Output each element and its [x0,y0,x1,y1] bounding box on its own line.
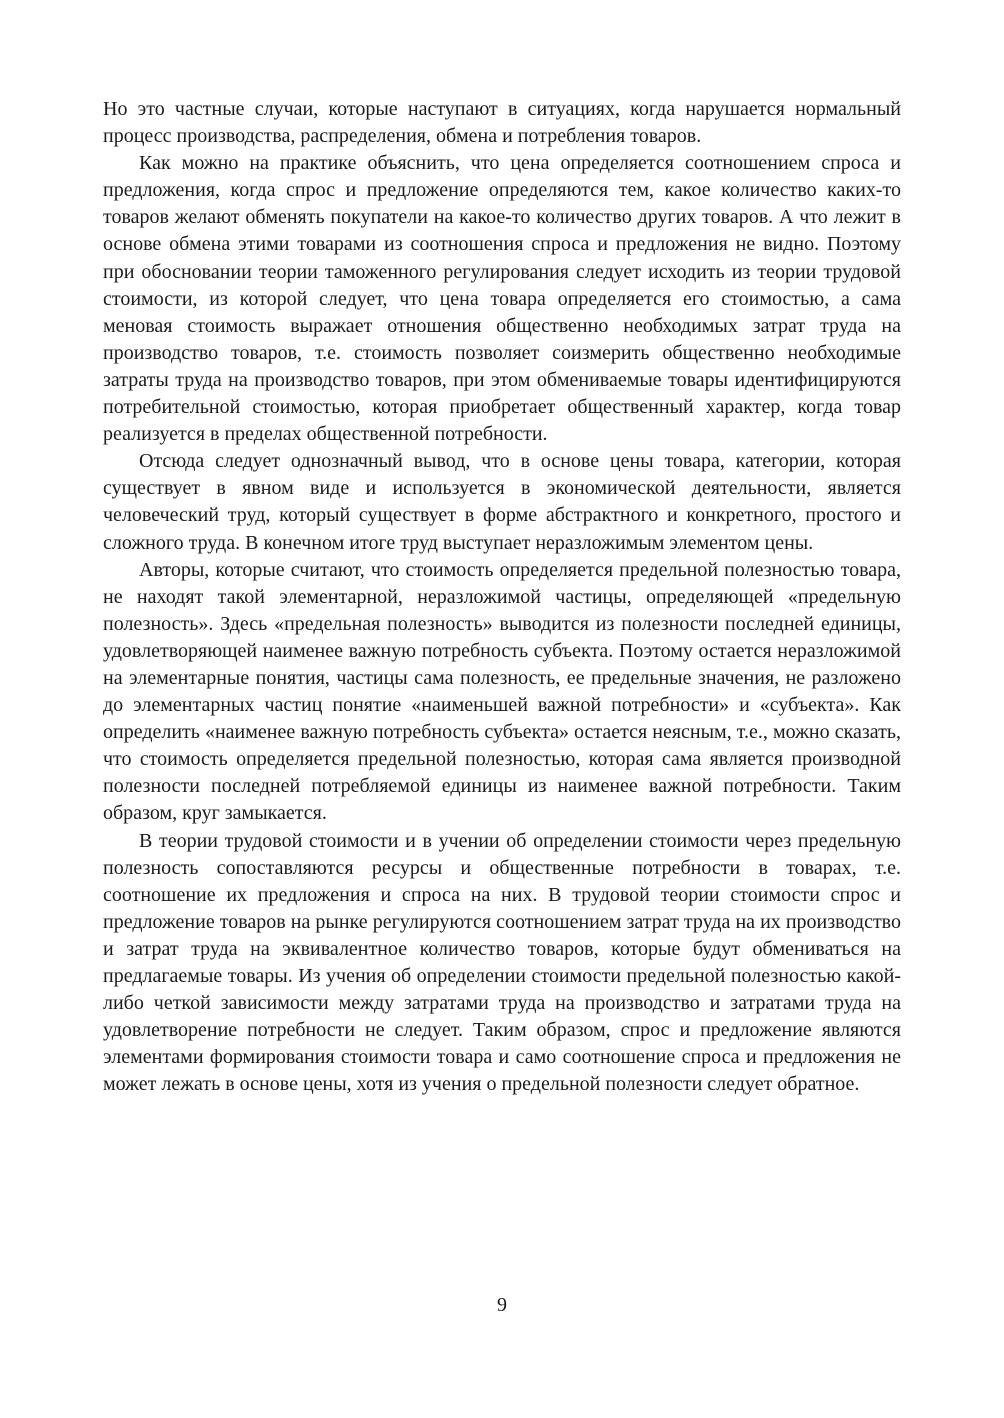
paragraph-1: Но это частные случаи, которые наступают в ситуациях, когда нарушается нормальный процесс производства, распределения, обмена и потребления товаров. [103,98,901,148]
page-body [103,96,901,1098]
paragraph-5: В теории трудовой стоимости и в учении об определении стоимости через предельную полезность сопоставляются ресурсы и общественные потребности в товарах, т.е. соотношение их предложения и спроса на них. В трудовой теории стоимости спрос и предложение товаров на рынке регулируются соотношением затрат труда на их производство и затрат труда на эквивалентное количество товаров, которые будут обмениваться на предлагаемые товары. Из учения об определении стоимости предельной полезностью какой-либо четкой зависимости между затратами труда на производство и затратами труда на удовлетворение потребности не следует. Таким образом, спрос и предложение являются элементами формирования стоимости товара и само соотношение спроса и предложения не может лежать в основе цены, хотя из учения о предельной полезности следует обратное. [103,829,901,1096]
page-number: 9 [497,1294,507,1316]
paragraph-3: Отсюда следует однозначный вывод, что в основе цены товара, категории, которая существует в явном виде и используется в экономической деятельности, является человеческий труд, который существует в форме абстрактного и конкретного, простого и сложного труда. В конечном итоге труд выступает неразложимым элементом цены. [103,450,901,554]
paragraph-2: Как можно на практике объяснить, что цена определяется соотношением спроса и предложения, когда спрос и предложение определяются тем, какое количество каких-то товаров желают обменять покупатели на какое-то количество других товаров. А что лежит в основе обмена этими товарами из соотношения спроса и предложения не видно. Поэтому при обосновании теории таможенного регулирования следует исходить из теории трудовой стоимости, из которой следует, что цена товара определяется его стоимостью, а сама меновая стоимость выражает отношения общественно необходимых затрат труда на производство товаров, т.е. стоимость позволяет соизмерить общественно необходимые затраты труда на производство товаров, при этом обмениваемые товары идентифицируются потребительной стоимостью, которая приобретает общественный характер, когда товар реализуется в пределах общественной потребности. [103,152,901,446]
paragraph-4: Авторы, которые считают, что стоимость определяется предельной полезностью товара, не находят такой элементарной, неразложимой частицы, определяющей «предельную полезность». Здесь «предельная полезность» выводится из полезности последней единицы, удовлетворяющей наименее важную потребность субъекта. Поэтому остается неразложимой на элементарные понятия, частицы сама полезность, ее предельные значения, не разложено до элементарных частиц понятие «наименьшей важной потребности» и «субъекта». Как определить «наименее важную потребность субъекта» остается неясным, т.е., можно сказать, что стоимость определяется предельной полезностью, которая сама является производной полезности последней потребляемой единицы из наименее важной потребности. Таким образом, круг замыкается. [103,558,901,825]
